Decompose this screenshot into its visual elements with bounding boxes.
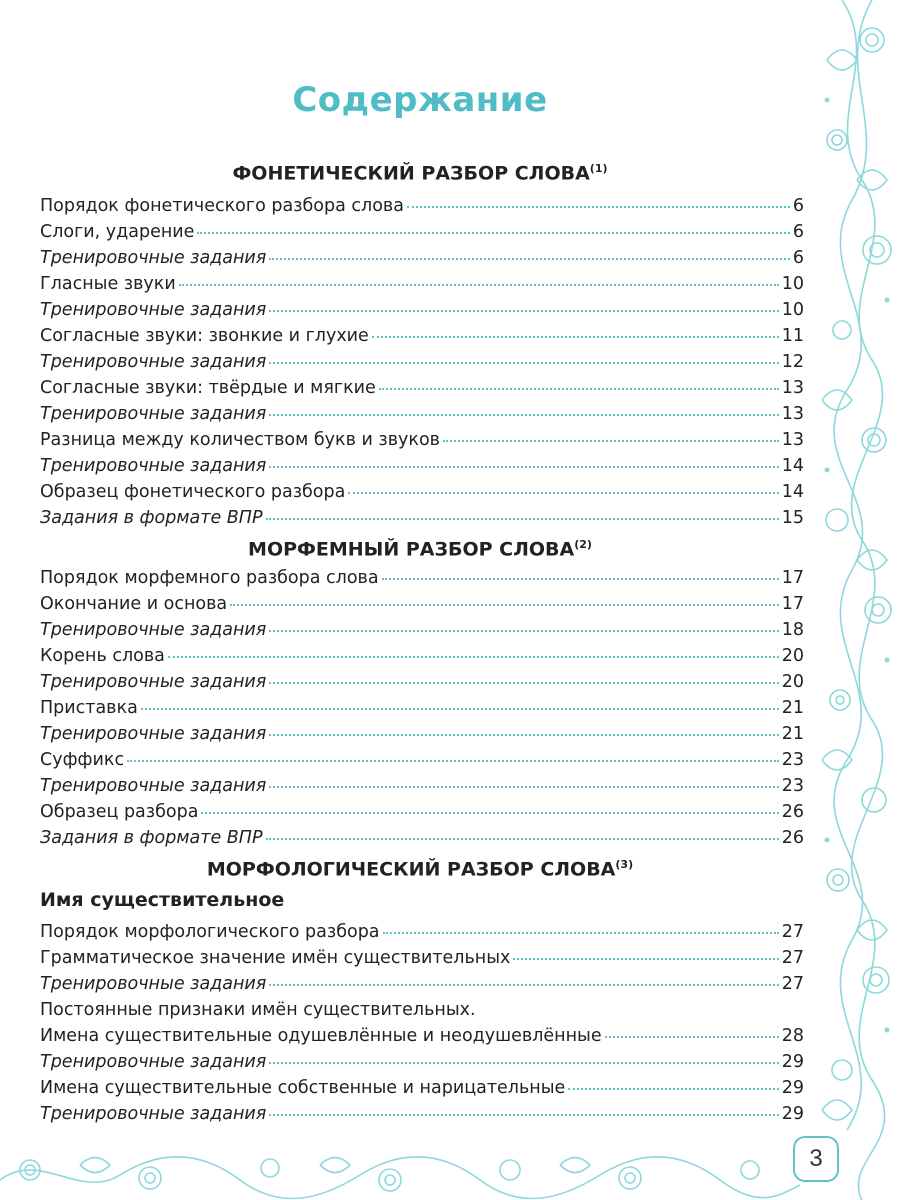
section-heading-morphemic (0, 538, 840, 560)
toc-entry-page: 13 (781, 378, 804, 398)
toc-entry-label: Порядок морфемного разбора слова (40, 568, 379, 588)
toc-entry[interactable] (40, 1104, 804, 1130)
toc-entry-page: 6 (792, 196, 804, 216)
toc-entry[interactable] (40, 248, 804, 274)
toc-entry-page: 12 (781, 352, 804, 372)
dot-leader (269, 362, 778, 364)
dot-leader (269, 258, 790, 260)
toc-entry-label: Постоянные признаки имён существительных. (40, 1000, 476, 1020)
dot-leader (179, 284, 779, 286)
toc-entry-page: 6 (792, 222, 804, 242)
dot-leader (269, 310, 778, 312)
dot-leader (269, 682, 778, 684)
toc-entry[interactable] (40, 594, 804, 620)
toc-entry-page: 26 (781, 828, 804, 848)
section-heading-morphological (0, 858, 840, 880)
toc-entry-label: Слоги, ударение (40, 222, 195, 242)
dot-leader (266, 838, 779, 840)
toc-entry-page: 21 (781, 724, 804, 744)
toc-entry[interactable] (40, 724, 804, 750)
toc-entry-page: 23 (781, 776, 804, 796)
toc-entry[interactable] (40, 456, 804, 482)
toc-entry-page: 20 (781, 646, 804, 666)
toc-entry-label: Тренировочные задания (40, 776, 267, 796)
dot-leader (269, 786, 778, 788)
dot-leader (266, 518, 779, 520)
toc-entry-label: Имена существительные одушевлённые и неодушевлённые (40, 1026, 602, 1046)
toc-entry-page: 11 (781, 326, 804, 346)
toc-entry[interactable] (40, 1078, 804, 1104)
toc-entry-label: Порядок фонетического разбора слова (40, 196, 404, 216)
section-heading-text: МОРФЕМНЫЙ РАЗБОР СЛОВА (248, 538, 575, 561)
toc-entry-page: 17 (781, 594, 804, 614)
dot-leader (269, 984, 778, 986)
dot-leader (269, 630, 778, 632)
toc-entry[interactable] (40, 274, 804, 300)
toc-entry-label: Образец разбора (40, 802, 199, 822)
toc-entry-page: 15 (781, 508, 804, 528)
dot-leader (407, 206, 790, 208)
toc-entry-label: Тренировочные задания (40, 456, 267, 476)
toc-entry-page: 17 (781, 568, 804, 588)
toc-entry-page: 29 (781, 1104, 804, 1124)
toc-entry-label: Суффикс (40, 750, 125, 770)
toc-entry-label: Разница между количеством букв и звуков (40, 430, 440, 450)
toc-entry-label: Тренировочные задания (40, 1052, 267, 1072)
toc-entry-label: Грамматическое значение имён существительных (40, 948, 511, 968)
dot-leader (568, 1088, 778, 1090)
toc-entry-page: 29 (781, 1078, 804, 1098)
toc-entry-label: Согласные звуки: твёрдые и мягкие (40, 378, 376, 398)
dot-leader (269, 1062, 778, 1064)
toc-entry-label: Согласные звуки: звонкие и глухие (40, 326, 369, 346)
toc-entry-label: Задания в формате ВПР (40, 508, 263, 528)
toc-entry-label: Тренировочные задания (40, 404, 267, 424)
toc-entry[interactable] (40, 326, 804, 352)
toc-entry[interactable] (40, 974, 804, 1000)
dot-leader (348, 492, 778, 494)
dot-leader (605, 1036, 779, 1038)
footnote-marker: (1) (589, 162, 608, 175)
toc-entry-label: Задания в формате ВПР (40, 828, 263, 848)
toc-entry[interactable] (40, 508, 804, 534)
footnote-marker: (3) (615, 858, 634, 871)
toc-entry-label: Тренировочные задания (40, 300, 267, 320)
toc-entry[interactable] (40, 828, 804, 854)
dot-leader (372, 336, 779, 338)
toc-entry[interactable] (40, 750, 804, 776)
toc-entry-page: 23 (781, 750, 804, 770)
toc-entry[interactable] (40, 646, 804, 672)
toc-entry-page: 21 (781, 698, 804, 718)
toc-entry[interactable] (40, 430, 804, 456)
section-heading-phonetic (0, 162, 840, 184)
dot-leader (382, 578, 779, 580)
toc-entry-label: Тренировочные задания (40, 352, 267, 372)
toc-entry[interactable] (40, 1026, 804, 1052)
toc-entry[interactable] (40, 378, 804, 404)
toc-entry-page: 10 (781, 300, 804, 320)
toc-entry-page: 28 (781, 1026, 804, 1046)
toc-entry[interactable] (40, 672, 804, 698)
toc-entry-page: 10 (781, 274, 804, 294)
toc-entry-page: 27 (781, 948, 804, 968)
toc-entry[interactable] (40, 404, 804, 430)
dot-leader (197, 232, 789, 234)
toc-entry[interactable] (40, 922, 804, 948)
toc-entry-label: Имена существительные собственные и нарицательные (40, 1078, 566, 1098)
toc-entry[interactable] (40, 776, 804, 802)
toc-entry[interactable] (40, 620, 804, 646)
toc-entry-page: 27 (781, 974, 804, 994)
page-number: 3 (793, 1136, 839, 1182)
toc-entry-label: Тренировочные задания (40, 672, 267, 692)
toc-entry[interactable] (40, 698, 804, 724)
toc-entry-page: 6 (792, 248, 804, 268)
dot-leader (513, 958, 778, 960)
toc-entry[interactable] (40, 568, 804, 594)
subsection-heading: Имя существительное (40, 889, 285, 911)
footnote-marker: (2) (574, 538, 592, 551)
page-title: Содержание (292, 80, 548, 120)
toc-entry-page: 29 (781, 1052, 804, 1072)
toc-entry-label: Гласные звуки (40, 274, 176, 294)
toc-entry-label: Тренировочные задания (40, 248, 267, 268)
toc-entry-page: 13 (781, 430, 804, 450)
toc-entry-label: Окончание и основа (40, 594, 228, 614)
toc-entry-page: 18 (781, 620, 804, 640)
toc-entry-label: Тренировочные задания (40, 620, 267, 640)
toc-entry-page: 20 (781, 672, 804, 692)
dot-leader (230, 604, 779, 606)
toc-entry-label: Порядок морфологического разбора (40, 922, 380, 942)
toc-entry-page: 14 (781, 456, 804, 476)
toc-entry-page: 27 (781, 922, 804, 942)
toc-entry[interactable] (40, 1052, 804, 1078)
toc-entry[interactable] (40, 352, 804, 378)
toc-entry[interactable] (40, 802, 804, 828)
toc-entry-label: Корень слова (40, 646, 165, 666)
dot-leader (443, 440, 779, 442)
toc-entry-label: Тренировочные задания (40, 974, 267, 994)
dot-leader (141, 708, 779, 710)
dot-leader (269, 1114, 778, 1116)
floral-border-bottom (0, 1140, 900, 1200)
section-heading-text: МОРФОЛОГИЧЕСКИЙ РАЗБОР СЛОВА (206, 858, 616, 881)
dot-leader (269, 414, 778, 416)
toc-entry-label: Приставка (40, 698, 138, 718)
dot-leader (201, 812, 778, 814)
dot-leader (269, 466, 778, 468)
toc-entry[interactable] (40, 948, 804, 974)
toc-entry[interactable] (40, 482, 804, 508)
toc-entry[interactable] (40, 222, 804, 248)
toc-entry-page: 26 (781, 802, 804, 822)
toc-entry-page: 13 (781, 404, 804, 424)
dot-leader (383, 932, 779, 934)
toc-entry-label: Тренировочные задания (40, 724, 267, 744)
dot-leader (379, 388, 779, 390)
toc-entry[interactable] (40, 300, 804, 326)
dot-leader (269, 734, 778, 736)
toc-entry-label: Образец фонетического разбора (40, 482, 346, 502)
toc-entry-label: Тренировочные задания (40, 1104, 267, 1124)
dot-leader (168, 656, 779, 658)
toc-entry[interactable] (40, 1000, 804, 1026)
toc-entry[interactable] (40, 196, 804, 222)
section-heading-text: ФОНЕТИЧЕСКИЙ РАЗБОР СЛОВА (232, 162, 590, 185)
dot-leader (127, 760, 779, 762)
toc-entry-page: 14 (781, 482, 804, 502)
